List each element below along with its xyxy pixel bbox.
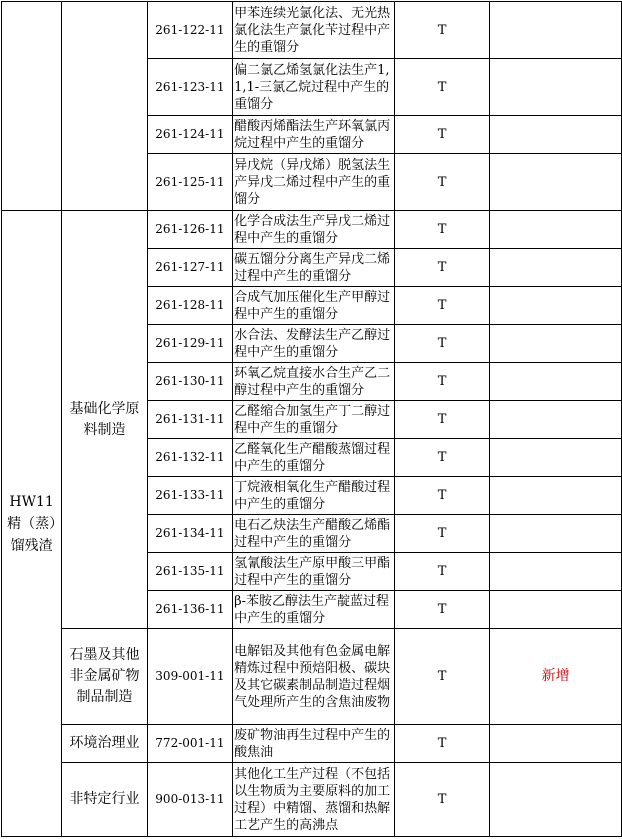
table-row xyxy=(2,2,622,59)
table-row xyxy=(2,763,622,837)
waste-code: 261-127-11 xyxy=(147,249,232,287)
note-cell xyxy=(490,325,622,363)
hazard-property: T xyxy=(394,629,489,725)
note-cell xyxy=(490,515,622,553)
category-name: 精（蒸）馏残渣 xyxy=(7,515,57,554)
waste-code: 900-013-11 xyxy=(147,763,232,837)
category-cell-continued xyxy=(2,2,62,211)
hazard-property: T xyxy=(394,725,489,763)
table-row xyxy=(2,629,622,725)
note-cell xyxy=(490,401,622,439)
waste-description: 电石乙炔法生产醋酸乙烯酯过程中产生的重馏分 xyxy=(233,515,395,553)
note-new: 新增 xyxy=(490,629,622,725)
waste-code: 261-136-11 xyxy=(147,591,232,629)
hazard-property: T xyxy=(394,553,489,591)
note-cell xyxy=(490,763,622,837)
waste-description: 化学合成法生产异戊二烯过程中产生的重馏分 xyxy=(233,211,395,249)
note-cell xyxy=(490,725,622,763)
waste-code: 261-126-11 xyxy=(147,211,232,249)
waste-code: 261-129-11 xyxy=(147,325,232,363)
waste-description: 环氧乙烷直接水合生产乙二醇过程中产生的重馏分 xyxy=(233,363,395,401)
hazard-property: T xyxy=(394,477,489,515)
industry-cell-basic-chemicals: 基础化学原料制造 xyxy=(62,211,147,629)
note-cell xyxy=(490,553,622,591)
waste-code: 261-123-11 xyxy=(147,59,232,116)
hazard-property: T xyxy=(394,116,489,154)
hazard-property: T xyxy=(394,2,489,59)
waste-description: 合成气加压催化生产甲醇过程中产生的重馏分 xyxy=(233,287,395,325)
table-row xyxy=(2,725,622,763)
waste-description: 偏二氯乙烯氢氯化法生产1,1,1-三氯乙烷过程中产生的重馏分 xyxy=(233,59,395,116)
note-cell xyxy=(490,249,622,287)
waste-code: 261-131-11 xyxy=(147,401,232,439)
note-cell xyxy=(490,59,622,116)
waste-description: 碳五馏分分离生产异戊二烯过程中产生的重馏分 xyxy=(233,249,395,287)
industry-cell-environment: 环境治理业 xyxy=(62,725,147,763)
waste-code: 261-125-11 xyxy=(147,154,232,211)
waste-code: 309-001-11 xyxy=(147,629,232,725)
waste-description: 异戊烷（异戊烯）脱氢法生产异戊二烯过程中产生的重馏分 xyxy=(233,154,395,211)
note-cell xyxy=(490,287,622,325)
note-cell xyxy=(490,154,622,211)
waste-code: 772-001-11 xyxy=(147,725,232,763)
hazard-property: T xyxy=(394,439,489,477)
hazard-property: T xyxy=(394,591,489,629)
waste-code: 261-134-11 xyxy=(147,515,232,553)
waste-description: 水合法、发酵法生产乙醇过程中产生的重馏分 xyxy=(233,325,395,363)
waste-description: 电解铝及其他有色金属电解精炼过程中预焙阳极、碳块及其它碳素制品制造过程烟气处理所产生的含焦油废物 xyxy=(233,629,395,725)
note-cell xyxy=(490,439,622,477)
waste-description: 氢氰酸法生产原甲酸三甲酯过程中产生的重馏分 xyxy=(233,553,395,591)
note-cell xyxy=(490,116,622,154)
hazard-property: T xyxy=(394,154,489,211)
note-cell xyxy=(490,477,622,515)
note-cell xyxy=(490,211,622,249)
waste-description: 甲苯连续光氯化法、无光热氯化法生产氯化苄过程中产生的重馏分 xyxy=(233,2,395,59)
hazard-property: T xyxy=(394,363,489,401)
hazard-property: T xyxy=(394,763,489,837)
waste-code: 261-124-11 xyxy=(147,116,232,154)
industry-cell-nonspecific: 非特定行业 xyxy=(62,763,147,837)
waste-description: 废矿物油再生过程中产生的酸焦油 xyxy=(233,725,395,763)
industry-cell-continued xyxy=(62,2,147,211)
waste-description: 醋酸丙烯酯法生产环氧氯丙烷过程中产生的重馏分 xyxy=(233,116,395,154)
hazard-property: T xyxy=(394,211,489,249)
waste-code: 261-133-11 xyxy=(147,477,232,515)
waste-description: 乙醛缩合加氢生产丁二醇过程中产生的重馏分 xyxy=(233,401,395,439)
note-cell xyxy=(490,363,622,401)
hazard-property: T xyxy=(394,59,489,116)
hazard-property: T xyxy=(394,515,489,553)
waste-code: 261-130-11 xyxy=(147,363,232,401)
waste-code: 261-128-11 xyxy=(147,287,232,325)
hazardous-waste-table xyxy=(1,1,622,837)
waste-code: 261-135-11 xyxy=(147,553,232,591)
note-cell xyxy=(490,591,622,629)
industry-cell-graphite: 石墨及其他非金属矿物制品制造 xyxy=(62,629,147,725)
waste-code: 261-122-11 xyxy=(147,2,232,59)
note-cell xyxy=(490,2,622,59)
category-cell xyxy=(2,211,62,837)
hazard-property: T xyxy=(394,401,489,439)
hazard-property: T xyxy=(394,325,489,363)
waste-description: 乙醛氧化生产醋酸蒸馏过程中产生的重馏分 xyxy=(233,439,395,477)
category-code: HW11 xyxy=(9,493,54,510)
hazard-property: T xyxy=(394,249,489,287)
table-row xyxy=(2,211,622,249)
waste-description: β-苯胺乙醇法生产靛蓝过程中产生的重馏分 xyxy=(233,591,395,629)
hazard-property: T xyxy=(394,287,489,325)
waste-code: 261-132-11 xyxy=(147,439,232,477)
waste-description: 其他化工生产过程（不包括以生物质为主要原料的加工过程）中精馏、蒸馏和热解工艺产生的高沸点 xyxy=(233,763,395,837)
waste-description: 丁烷液相氧化生产醋酸过程中产生的重馏分 xyxy=(233,477,395,515)
